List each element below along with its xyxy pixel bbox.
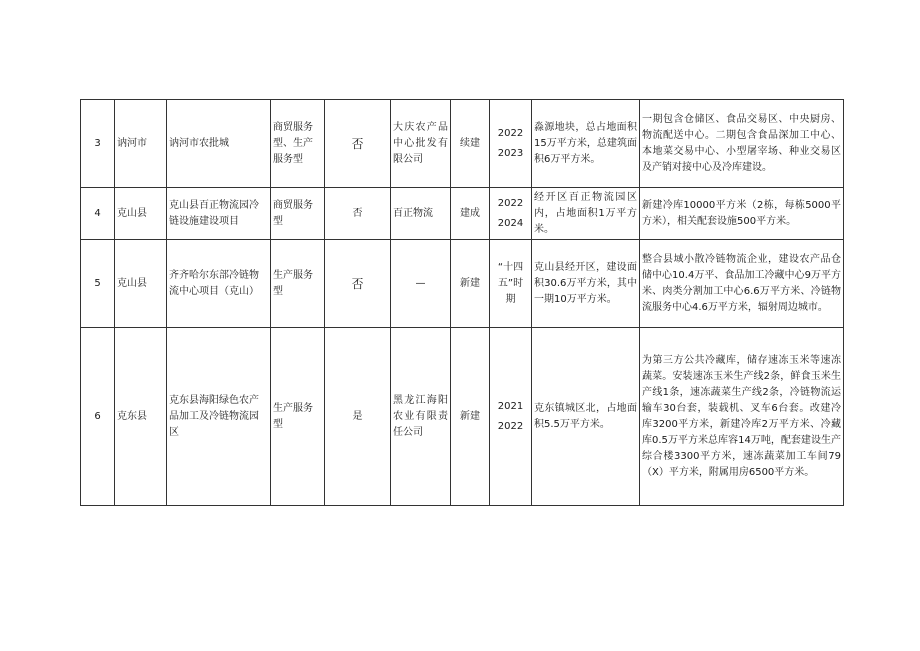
flag-cell: 否 xyxy=(325,188,391,240)
year-start: 2021 xyxy=(497,400,524,412)
year-start: 2022 xyxy=(497,127,524,139)
status-cell: 续建 xyxy=(451,100,490,188)
status-cell: 新建 xyxy=(451,328,490,506)
owner-cell: 大庆农产品中心批发有限公司 xyxy=(391,100,451,188)
row-number: 6 xyxy=(81,328,115,506)
project-name-cell: 齐齐哈尔东部冷链物流中心项目（克山） xyxy=(167,240,271,328)
flag-cell: 是 xyxy=(325,328,391,506)
row-number: 5 xyxy=(81,240,115,328)
site-cell: 经开区百正物流园区内，占地面积1万平方米。 xyxy=(532,188,640,240)
project-name-cell: 克东县海阳绿色农产品加工及冷链物流园区 xyxy=(167,328,271,506)
period-line-3: 期 xyxy=(505,293,516,305)
row-number: 4 xyxy=(81,188,115,240)
table-row xyxy=(81,188,844,240)
table-row xyxy=(81,328,844,506)
flag-cell: 否 xyxy=(325,100,391,188)
project-name-cell: 讷河市农批城 xyxy=(167,100,271,188)
flag-cell: 否 xyxy=(325,240,391,328)
project-table xyxy=(80,99,844,506)
status-cell: 新建 xyxy=(451,240,490,328)
content-cell: 新建冷库10000平方米（2栋，每栋5000平方米），相关配套设施500平方米。 xyxy=(640,188,844,240)
year-end: 2024 xyxy=(497,217,524,229)
years-cell xyxy=(490,240,532,328)
county-cell: 讷河市 xyxy=(115,100,167,188)
years-cell xyxy=(490,188,532,240)
site-cell: 克东镇城区北，占地面积5.5万平方米。 xyxy=(532,328,640,506)
table-row xyxy=(81,240,844,328)
content-cell: 一期包含仓储区、食品交易区、中央厨房、物流配送中心。二期包含食品深加工中心、本地菜交易中心、小型屠宰场、种业交易区及产销对接中心及冷库建设。 xyxy=(640,100,844,188)
county-cell: 克山县 xyxy=(115,188,167,240)
period-line-1: “十四 xyxy=(497,261,524,273)
year-start: 2022 xyxy=(497,197,524,209)
site-cell: 淼源地块，总占地面积15万平方米，总建筑面积6万平方米。 xyxy=(532,100,640,188)
table-row xyxy=(81,100,844,188)
site-cell: 克山县经开区，建设面积30.6万平方米，其中一期10万平方米。 xyxy=(532,240,640,328)
content-cell: 整合县域小散冷链物流企业，建设农产品仓储中心10.4万平、食品加工冷藏中心9万平方米、肉类分割加工中心6.6万平方米、冷链物流服务中心4.6万平方米，辐射周边城市。 xyxy=(640,240,844,328)
county-cell: 克东县 xyxy=(115,328,167,506)
year-end: 2022 xyxy=(497,420,524,432)
years-cell xyxy=(490,328,532,506)
county-cell: 克山县 xyxy=(115,240,167,328)
years-cell xyxy=(490,100,532,188)
period-line-2: 五”时 xyxy=(497,277,524,289)
project-name-cell: 克山县百正物流园冷链设施建设项目 xyxy=(167,188,271,240)
project-type-cell: 商贸服务型、生产服务型 xyxy=(271,100,325,188)
owner-cell: — xyxy=(391,240,451,328)
status-cell: 建成 xyxy=(451,188,490,240)
row-number: 3 xyxy=(81,100,115,188)
owner-cell: 百正物流 xyxy=(391,188,451,240)
project-type-cell: 生产服务型 xyxy=(271,240,325,328)
content-cell: 为第三方公共冷藏库，储存速冻玉米等速冻蔬菜。安装速冻玉米生产线2条，鲜食玉米生产线1条，速冻蔬菜生产线2条，冷链物流运输车30台套，装载机、叉车6台套。改建冷库3200平方米，新建冷库2万平方米、冷藏库0.5万平方米总库容14万吨，配套建设生产综合楼3300平方米，速冻蔬菜加工车间79（X）平方米，附属用房6500平方米。 xyxy=(640,328,844,506)
project-type-cell: 商贸服务型 xyxy=(271,188,325,240)
owner-cell: 黑龙江海阳农业有限责任公司 xyxy=(391,328,451,506)
project-type-cell: 生产服务型 xyxy=(271,328,325,506)
year-end: 2023 xyxy=(497,147,524,159)
